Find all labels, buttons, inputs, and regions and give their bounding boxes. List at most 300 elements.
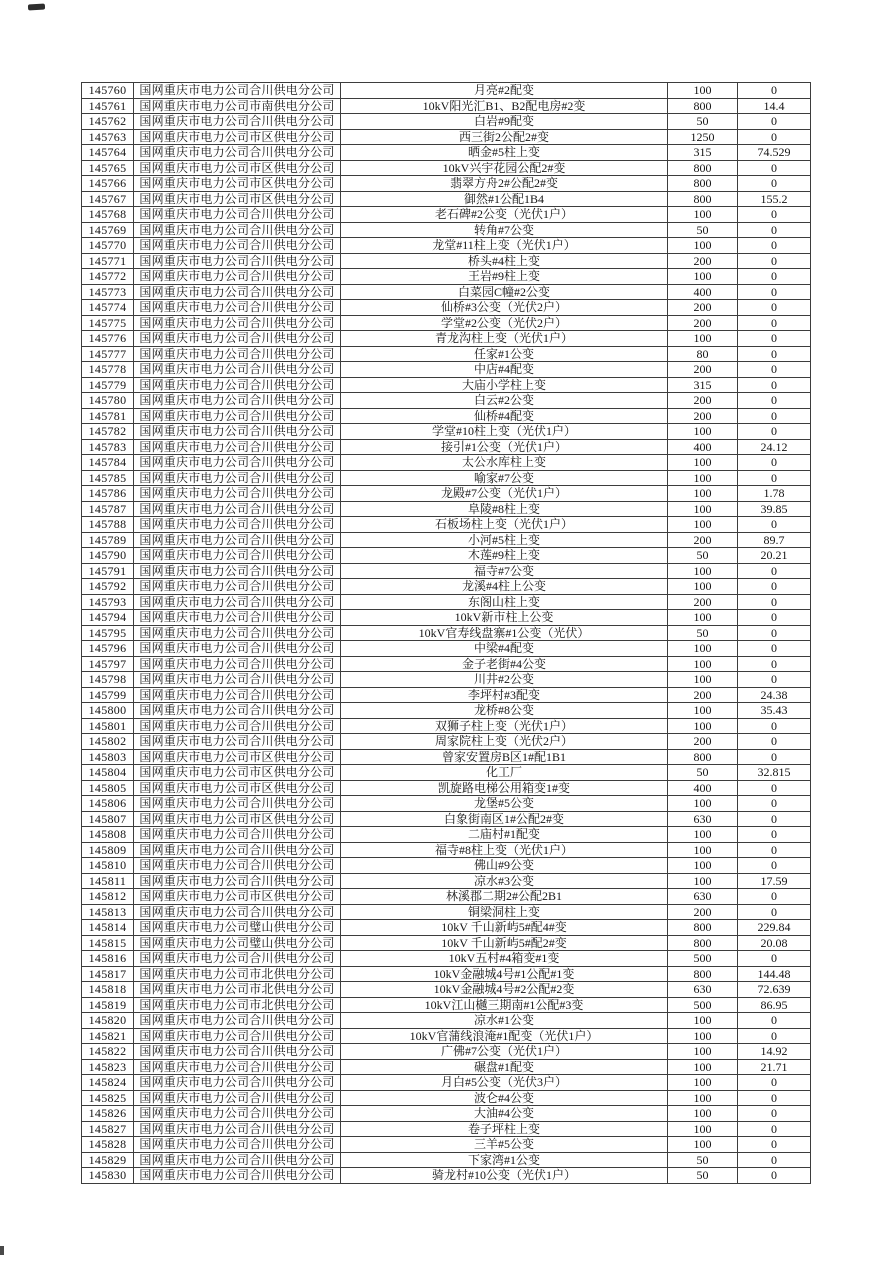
cell-capacity: 500 (668, 951, 738, 967)
cell-id: 145825 (82, 1090, 134, 1106)
cell-company: 国网重庆市电力公司市区供电分公司 (134, 160, 341, 176)
cell-capacity: 100 (668, 827, 738, 843)
cell-name: 三羊#5公变 (341, 1137, 668, 1153)
cell-company: 国网重庆市电力公司合川供电分公司 (134, 1152, 341, 1168)
table-row (82, 532, 811, 548)
cell-capacity: 200 (668, 393, 738, 409)
cell-capacity: 630 (668, 889, 738, 905)
cell-value: 0 (738, 1168, 811, 1184)
cell-name: 10kV江山樾三期南#1公配#3变 (341, 997, 668, 1013)
cell-company: 国网重庆市电力公司合川供电分公司 (134, 656, 341, 672)
cell-company: 国网重庆市电力公司合川供电分公司 (134, 501, 341, 517)
cell-id: 145795 (82, 625, 134, 641)
cell-company: 国网重庆市电力公司合川供电分公司 (134, 1121, 341, 1137)
cell-id: 145769 (82, 222, 134, 238)
cell-id: 145792 (82, 579, 134, 595)
cell-value: 0 (738, 641, 811, 657)
cell-name: 10kV官寿线盘寨#1公变（光伏） (341, 625, 668, 641)
cell-id: 145805 (82, 780, 134, 796)
cell-id: 145811 (82, 873, 134, 889)
cell-value: 0 (738, 1137, 811, 1153)
cell-capacity: 800 (668, 160, 738, 176)
cell-company: 国网重庆市电力公司合川供电分公司 (134, 408, 341, 424)
cell-name: 10kV金融城4号#2公配#2变 (341, 982, 668, 998)
cell-company: 国网重庆市电力公司合川供电分公司 (134, 796, 341, 812)
table-row (82, 935, 811, 951)
cell-name: 青龙沟柱上变（光伏1户） (341, 331, 668, 347)
cell-capacity: 200 (668, 594, 738, 610)
cell-capacity: 200 (668, 532, 738, 548)
table-row (82, 315, 811, 331)
table-row (82, 718, 811, 734)
cell-name: 李坪村#3配变 (341, 687, 668, 703)
cell-value: 0 (738, 377, 811, 393)
cell-value: 86.95 (738, 997, 811, 1013)
cell-id: 145775 (82, 315, 134, 331)
cell-company: 国网重庆市电力公司合川供电分公司 (134, 1137, 341, 1153)
cell-name: 波仑#4公变 (341, 1090, 668, 1106)
cell-id: 145816 (82, 951, 134, 967)
cell-company: 国网重庆市电力公司合川供电分公司 (134, 1075, 341, 1091)
cell-company: 国网重庆市电力公司合川供电分公司 (134, 424, 341, 440)
cell-value: 0 (738, 1075, 811, 1091)
cell-capacity: 100 (668, 641, 738, 657)
cell-id: 145768 (82, 207, 134, 223)
cell-id: 145788 (82, 517, 134, 533)
table-row (82, 873, 811, 889)
cell-id: 145818 (82, 982, 134, 998)
cell-value: 0 (738, 408, 811, 424)
cell-company: 国网重庆市电力公司合川供电分公司 (134, 827, 341, 843)
cell-name: 林溪郡二期2#公配2B1 (341, 889, 668, 905)
table-row (82, 563, 811, 579)
table-row (82, 331, 811, 347)
cell-value: 14.4 (738, 98, 811, 114)
cell-capacity: 100 (668, 873, 738, 889)
cell-value: 20.08 (738, 935, 811, 951)
cell-value: 0 (738, 470, 811, 486)
cell-capacity: 100 (668, 563, 738, 579)
cell-id: 145817 (82, 966, 134, 982)
cell-value: 39.85 (738, 501, 811, 517)
cell-name: 周家院柱上变（光伏2户） (341, 734, 668, 750)
cell-capacity: 100 (668, 238, 738, 254)
cell-id: 145781 (82, 408, 134, 424)
cell-id: 145828 (82, 1137, 134, 1153)
cell-value: 74.529 (738, 145, 811, 161)
table-row (82, 284, 811, 300)
table-row (82, 548, 811, 564)
cell-id: 145787 (82, 501, 134, 517)
cell-name: 任家#1公变 (341, 346, 668, 362)
cell-company: 国网重庆市电力公司合川供电分公司 (134, 532, 341, 548)
cell-name: 金子老街#4公变 (341, 656, 668, 672)
cell-id: 145778 (82, 362, 134, 378)
cell-value: 0 (738, 656, 811, 672)
cell-name: 白象街南区1#公配2#变 (341, 811, 668, 827)
cell-company: 国网重庆市电力公司合川供电分公司 (134, 687, 341, 703)
cell-value: 0 (738, 780, 811, 796)
cell-capacity: 200 (668, 904, 738, 920)
cell-capacity: 100 (668, 579, 738, 595)
cell-company: 国网重庆市电力公司合川供电分公司 (134, 594, 341, 610)
cell-capacity: 100 (668, 1137, 738, 1153)
cell-id: 145771 (82, 253, 134, 269)
data-table (81, 82, 811, 1184)
cell-name: 化工厂 (341, 765, 668, 781)
cell-name: 10kV官蒲线浪淹#1配变（光伏1户） (341, 1028, 668, 1044)
cell-capacity: 100 (668, 858, 738, 874)
cell-id: 145789 (82, 532, 134, 548)
cell-capacity: 100 (668, 455, 738, 471)
table-row (82, 222, 811, 238)
cell-value: 0 (738, 253, 811, 269)
cell-name: 月白#5公变（光伏3户） (341, 1075, 668, 1091)
cell-capacity: 100 (668, 672, 738, 688)
cell-id: 145790 (82, 548, 134, 564)
cell-capacity: 100 (668, 842, 738, 858)
cell-company: 国网重庆市电力公司合川供电分公司 (134, 1106, 341, 1122)
table-row (82, 129, 811, 145)
cell-company: 国网重庆市电力公司璧山供电分公司 (134, 920, 341, 936)
cell-value: 0 (738, 904, 811, 920)
cell-id: 145764 (82, 145, 134, 161)
cell-capacity: 100 (668, 207, 738, 223)
cell-company: 国网重庆市电力公司市北供电分公司 (134, 997, 341, 1013)
cell-capacity: 800 (668, 966, 738, 982)
cell-name: 喻家#7公变 (341, 470, 668, 486)
cell-name: 双狮子柱上变（光伏1户） (341, 718, 668, 734)
table-row (82, 1137, 811, 1153)
cell-name: 翡翠方舟2#公配2#变 (341, 176, 668, 192)
cell-capacity: 50 (668, 1168, 738, 1184)
cell-value: 0 (738, 749, 811, 765)
table-row (82, 1106, 811, 1122)
cell-name: 10kV阳光汇B1、B2配电房#2变 (341, 98, 668, 114)
cell-name: 阜陵#8柱上变 (341, 501, 668, 517)
cell-company: 国网重庆市电力公司市区供电分公司 (134, 749, 341, 765)
cell-company: 国网重庆市电力公司合川供电分公司 (134, 517, 341, 533)
table-row (82, 455, 811, 471)
cell-value: 0 (738, 811, 811, 827)
cell-name: 王岩#9柱上变 (341, 269, 668, 285)
cell-value: 0 (738, 842, 811, 858)
table-row (82, 1059, 811, 1075)
cell-value: 0 (738, 424, 811, 440)
table-row (82, 346, 811, 362)
cell-name: 仙桥#4配变 (341, 408, 668, 424)
cell-name: 龙桥#8公变 (341, 703, 668, 719)
table-row (82, 672, 811, 688)
cell-value: 24.38 (738, 687, 811, 703)
cell-name: 卷子坪柱上变 (341, 1121, 668, 1137)
cell-capacity: 100 (668, 83, 738, 99)
cell-name: 白云#2公变 (341, 393, 668, 409)
table-row (82, 780, 811, 796)
cell-company: 国网重庆市电力公司合川供电分公司 (134, 734, 341, 750)
table-row (82, 83, 811, 99)
cell-id: 145807 (82, 811, 134, 827)
cell-name: 白菜园C幢#2公变 (341, 284, 668, 300)
cell-name: 广佛#7公变（光伏1户） (341, 1044, 668, 1060)
cell-id: 145809 (82, 842, 134, 858)
cell-capacity: 100 (668, 1121, 738, 1137)
cell-capacity: 400 (668, 780, 738, 796)
cell-company: 国网重庆市电力公司市区供电分公司 (134, 176, 341, 192)
table-row (82, 765, 811, 781)
table-row (82, 734, 811, 750)
cell-id: 145793 (82, 594, 134, 610)
cell-capacity: 400 (668, 284, 738, 300)
cell-value: 0 (738, 1013, 811, 1029)
cell-capacity: 100 (668, 1059, 738, 1075)
cell-id: 145798 (82, 672, 134, 688)
cell-id: 145761 (82, 98, 134, 114)
cell-id: 145806 (82, 796, 134, 812)
table-row (82, 625, 811, 641)
cell-capacity: 100 (668, 1028, 738, 1044)
table-row (82, 951, 811, 967)
cell-id: 145823 (82, 1059, 134, 1075)
table-row (82, 191, 811, 207)
cell-capacity: 630 (668, 811, 738, 827)
cell-company: 国网重庆市电力公司合川供电分公司 (134, 331, 341, 347)
cell-value: 0 (738, 796, 811, 812)
cell-id: 145765 (82, 160, 134, 176)
cell-company: 国网重庆市电力公司合川供电分公司 (134, 83, 341, 99)
cell-capacity: 200 (668, 253, 738, 269)
cell-id: 145791 (82, 563, 134, 579)
cell-value: 0 (738, 346, 811, 362)
cell-company: 国网重庆市电力公司合川供电分公司 (134, 1028, 341, 1044)
cell-company: 国网重庆市电力公司市区供电分公司 (134, 780, 341, 796)
page-corner-mark (28, 4, 45, 11)
cell-name: 铜梁洞柱上变 (341, 904, 668, 920)
cell-value: 0 (738, 1090, 811, 1106)
cell-value: 229.84 (738, 920, 811, 936)
cell-id: 145819 (82, 997, 134, 1013)
cell-value: 0 (738, 207, 811, 223)
cell-id: 145777 (82, 346, 134, 362)
table-row (82, 517, 811, 533)
table-row (82, 408, 811, 424)
cell-company: 国网重庆市电力公司市南供电分公司 (134, 98, 341, 114)
cell-company: 国网重庆市电力公司合川供电分公司 (134, 1090, 341, 1106)
cell-company: 国网重庆市电力公司合川供电分公司 (134, 703, 341, 719)
cell-capacity: 100 (668, 486, 738, 502)
cell-value: 0 (738, 889, 811, 905)
cell-value: 0 (738, 455, 811, 471)
cell-value: 0 (738, 1028, 811, 1044)
cell-value: 20.21 (738, 548, 811, 564)
cell-id: 145824 (82, 1075, 134, 1091)
table-row (82, 393, 811, 409)
cell-id: 145766 (82, 176, 134, 192)
cell-id: 145827 (82, 1121, 134, 1137)
cell-capacity: 800 (668, 98, 738, 114)
table-row (82, 377, 811, 393)
table-row (82, 610, 811, 626)
table-row (82, 176, 811, 192)
cell-name: 木莲#9柱上变 (341, 548, 668, 564)
cell-company: 国网重庆市电力公司合川供电分公司 (134, 470, 341, 486)
cell-value: 0 (738, 951, 811, 967)
cell-company: 国网重庆市电力公司合川供电分公司 (134, 563, 341, 579)
cell-name: 10kV五村#4箱变#1变 (341, 951, 668, 967)
cell-capacity: 50 (668, 1152, 738, 1168)
cell-capacity: 500 (668, 997, 738, 1013)
cell-value: 0 (738, 517, 811, 533)
cell-name: 学堂#2公变（光伏2户） (341, 315, 668, 331)
table-row (82, 982, 811, 998)
cell-value: 0 (738, 718, 811, 734)
cell-company: 国网重庆市电力公司合川供电分公司 (134, 951, 341, 967)
cell-name: 月亮#2配变 (341, 83, 668, 99)
cell-name: 二庙村#1配变 (341, 827, 668, 843)
cell-value: 14.92 (738, 1044, 811, 1060)
cell-company: 国网重庆市电力公司合川供电分公司 (134, 439, 341, 455)
cell-company: 国网重庆市电力公司合川供电分公司 (134, 253, 341, 269)
cell-name: 龙殿#7公变（光伏1户） (341, 486, 668, 502)
cell-company: 国网重庆市电力公司合川供电分公司 (134, 238, 341, 254)
table-row (82, 641, 811, 657)
cell-company: 国网重庆市电力公司合川供电分公司 (134, 904, 341, 920)
cell-id: 145776 (82, 331, 134, 347)
cell-id: 145801 (82, 718, 134, 734)
cell-company: 国网重庆市电力公司合川供电分公司 (134, 269, 341, 285)
cell-name: 接引#1公变（光伏1户） (341, 439, 668, 455)
cell-value: 0 (738, 269, 811, 285)
cell-name: 10kV 千山新屿5#配4#变 (341, 920, 668, 936)
cell-company: 国网重庆市电力公司合川供电分公司 (134, 873, 341, 889)
cell-name: 桥头#4柱上变 (341, 253, 668, 269)
cell-id: 145770 (82, 238, 134, 254)
cell-name: 龙溪#4柱上公变 (341, 579, 668, 595)
table-row (82, 796, 811, 812)
cell-capacity: 50 (668, 548, 738, 564)
cell-company: 国网重庆市电力公司合川供电分公司 (134, 1168, 341, 1184)
cell-value: 0 (738, 1152, 811, 1168)
cell-name: 东阁山柱上变 (341, 594, 668, 610)
cell-name: 下家湾#1公变 (341, 1152, 668, 1168)
cell-capacity: 800 (668, 920, 738, 936)
cell-capacity: 200 (668, 362, 738, 378)
cell-company: 国网重庆市电力公司合川供电分公司 (134, 284, 341, 300)
table-row (82, 889, 811, 905)
table-row (82, 238, 811, 254)
cell-capacity: 100 (668, 718, 738, 734)
table-row (82, 1075, 811, 1091)
cell-value: 0 (738, 563, 811, 579)
cell-company: 国网重庆市电力公司合川供电分公司 (134, 610, 341, 626)
cell-name: 碾盘#1配变 (341, 1059, 668, 1075)
cell-company: 国网重庆市电力公司市区供电分公司 (134, 765, 341, 781)
cell-capacity: 100 (668, 517, 738, 533)
cell-value: 0 (738, 610, 811, 626)
cell-name: 中店#4配变 (341, 362, 668, 378)
cell-id: 145782 (82, 424, 134, 440)
cell-value: 0 (738, 315, 811, 331)
table-row (82, 145, 811, 161)
cell-name: 御然#1公配1B4 (341, 191, 668, 207)
table-row (82, 362, 811, 378)
cell-value: 0 (738, 300, 811, 316)
cell-value: 0 (738, 734, 811, 750)
cell-name: 福寺#7公变 (341, 563, 668, 579)
cell-capacity: 100 (668, 1090, 738, 1106)
cell-value: 0 (738, 1106, 811, 1122)
cell-name: 太公水库柱上变 (341, 455, 668, 471)
cell-company: 国网重庆市电力公司合川供电分公司 (134, 362, 341, 378)
cell-id: 145814 (82, 920, 134, 936)
table-row (82, 1121, 811, 1137)
cell-value: 32.815 (738, 765, 811, 781)
cell-company: 国网重庆市电力公司合川供电分公司 (134, 346, 341, 362)
cell-value: 0 (738, 129, 811, 145)
cell-company: 国网重庆市电力公司璧山供电分公司 (134, 935, 341, 951)
cell-capacity: 800 (668, 191, 738, 207)
cell-company: 国网重庆市电力公司合川供电分公司 (134, 222, 341, 238)
cell-capacity: 1250 (668, 129, 738, 145)
table-row (82, 749, 811, 765)
cell-name: 白岩#9配变 (341, 114, 668, 130)
cell-name: 10kV新市柱上公变 (341, 610, 668, 626)
cell-capacity: 630 (668, 982, 738, 998)
cell-capacity: 100 (668, 269, 738, 285)
cell-name: 晒金#5柱上变 (341, 145, 668, 161)
cell-company: 国网重庆市电力公司市区供电分公司 (134, 129, 341, 145)
cell-company: 国网重庆市电力公司合川供电分公司 (134, 548, 341, 564)
cell-value: 0 (738, 625, 811, 641)
cell-capacity: 200 (668, 687, 738, 703)
cell-capacity: 200 (668, 315, 738, 331)
cell-capacity: 100 (668, 501, 738, 517)
cell-id: 145812 (82, 889, 134, 905)
table-row (82, 114, 811, 130)
table-row (82, 470, 811, 486)
table-row (82, 1090, 811, 1106)
table-row (82, 579, 811, 595)
cell-id: 145803 (82, 749, 134, 765)
cell-capacity: 800 (668, 935, 738, 951)
cell-id: 145760 (82, 83, 134, 99)
cell-id: 145826 (82, 1106, 134, 1122)
cell-name: 龙堂#11柱上变（光伏1户） (341, 238, 668, 254)
cell-value: 0 (738, 672, 811, 688)
cell-id: 145763 (82, 129, 134, 145)
cell-value: 144.48 (738, 966, 811, 982)
cell-id: 145799 (82, 687, 134, 703)
cell-capacity: 100 (668, 1106, 738, 1122)
table-row (82, 439, 811, 455)
page-edge-mark (0, 1246, 4, 1255)
cell-company: 国网重庆市电力公司市北供电分公司 (134, 966, 341, 982)
cell-capacity: 800 (668, 176, 738, 192)
cell-value: 89.7 (738, 532, 811, 548)
table-row (82, 501, 811, 517)
cell-company: 国网重庆市电力公司合川供电分公司 (134, 579, 341, 595)
cell-company: 国网重庆市电力公司合川供电分公司 (134, 1059, 341, 1075)
cell-name: 佛山#9公变 (341, 858, 668, 874)
cell-capacity: 50 (668, 114, 738, 130)
table-row (82, 904, 811, 920)
cell-id: 145794 (82, 610, 134, 626)
cell-value: 35.43 (738, 703, 811, 719)
cell-id: 145796 (82, 641, 134, 657)
cell-company: 国网重庆市电力公司市北供电分公司 (134, 982, 341, 998)
cell-name: 学堂#10柱上变（光伏1户） (341, 424, 668, 440)
cell-company: 国网重庆市电力公司合川供电分公司 (134, 625, 341, 641)
